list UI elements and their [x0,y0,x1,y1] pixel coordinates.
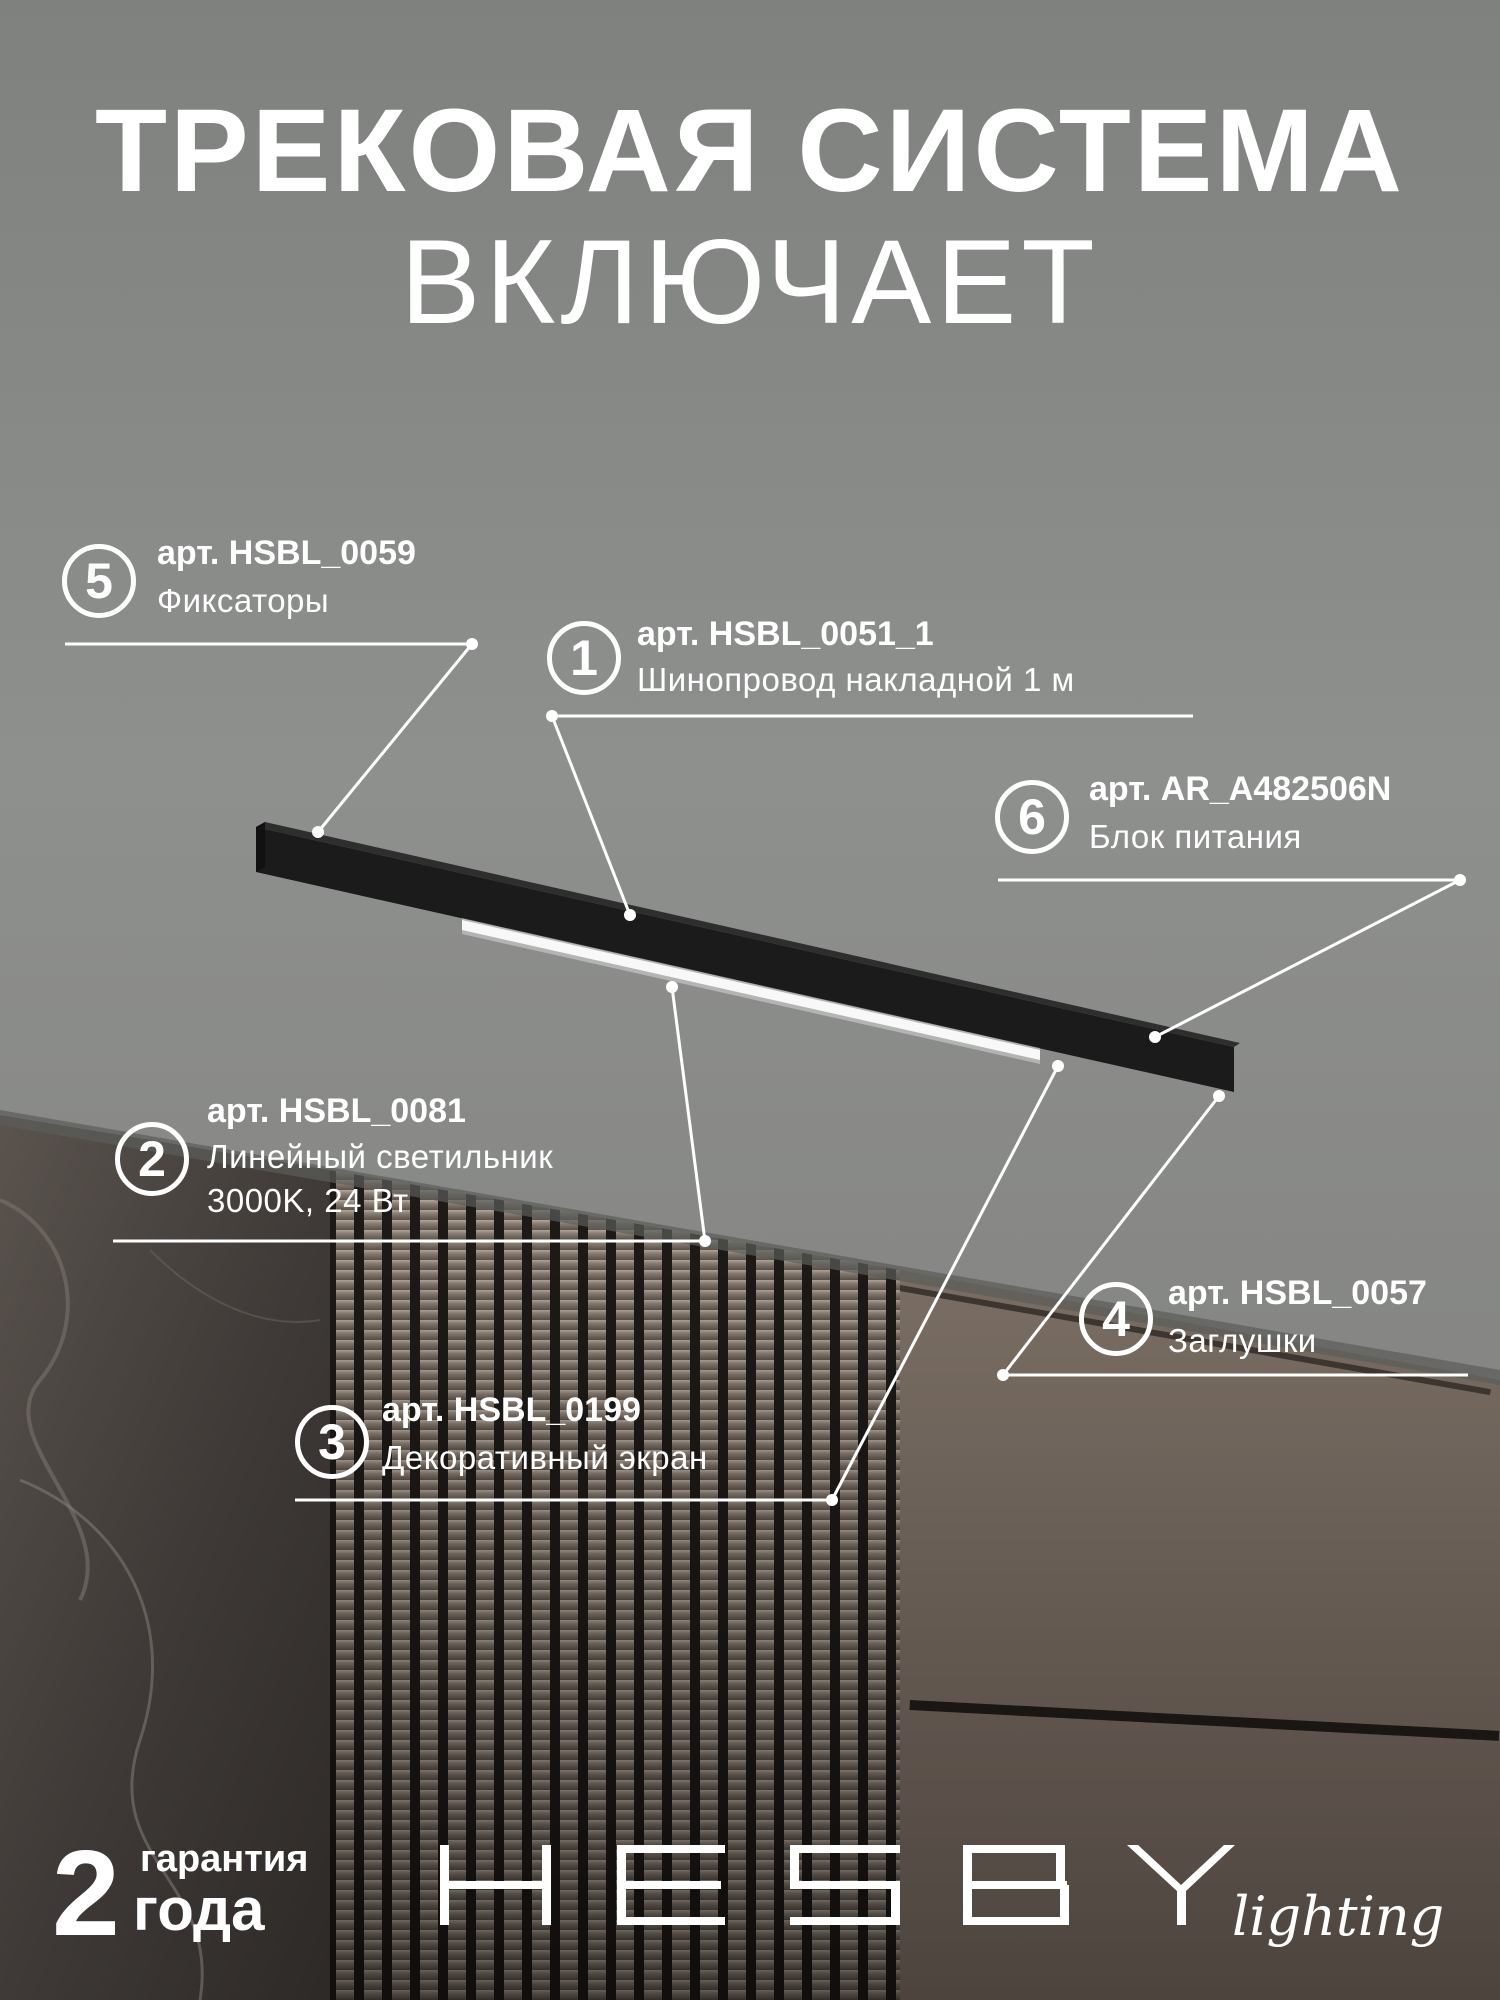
article-code: арт. HSBL_0051_1 [637,615,934,653]
callout-number: 6 [995,780,1069,854]
callout-number: 2 [115,1122,189,1196]
callout-number: 4 [1079,1282,1153,1356]
callout-number: 3 [295,1405,369,1479]
article-code: арт. AR_A482506N [1089,770,1392,808]
article-code: арт. HSBL_0199 [382,1391,641,1429]
item-description: Фиксаторы [157,582,330,619]
page-subtitle: ВКЛЮЧАЕТ [400,215,1100,349]
warranty-years-label: года [133,1876,265,1943]
article-code: арт. HSBL_0057 [1168,1274,1427,1312]
article-code: арт. HSBL_0059 [157,534,416,572]
item-description: Блок питания [1089,818,1302,855]
callout-number: 5 [62,544,136,618]
article-code: арт. HSBL_0081 [207,1092,466,1130]
warranty-label: гарантия [140,1838,309,1880]
item-description: Шинопровод накладной 1 м [637,661,1075,698]
item-description: Линейный светильник [207,1138,554,1175]
brand-script-text: lighting [1232,1885,1445,1948]
page-title: ТРЕКОВАЯ СИСТЕМА [94,85,1406,217]
callout-number: 1 [547,621,621,695]
item-description: Декоративный экран [382,1439,708,1476]
item-description: Заглушки [1168,1322,1317,1359]
item-description-line2: 3000K, 24 Вт [207,1182,409,1219]
warranty-years-number: 2 [52,1825,120,1961]
